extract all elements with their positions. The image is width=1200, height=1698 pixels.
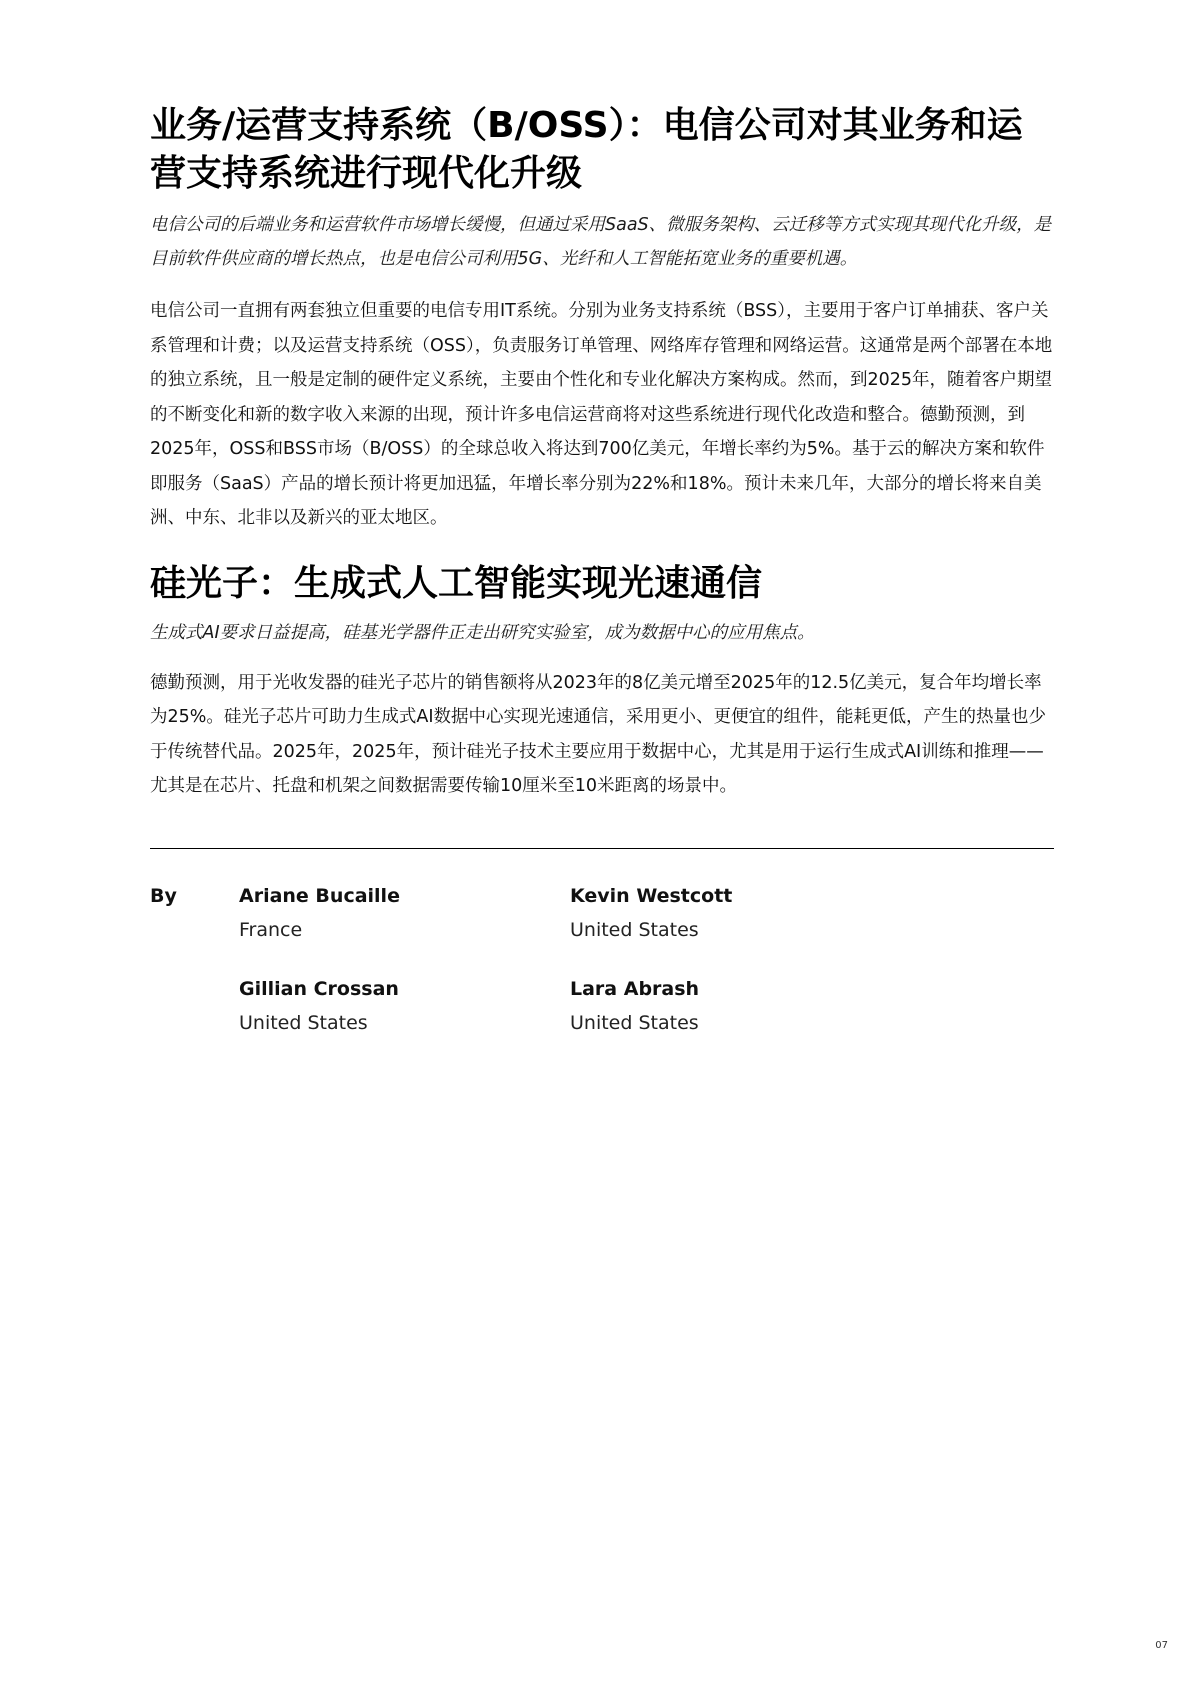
- author-country: United States: [570, 918, 699, 941]
- author-card: [239, 976, 539, 1036]
- author-country: United States: [570, 1011, 699, 1034]
- author-country: United States: [239, 1011, 368, 1034]
- section-body-boss: 电信公司一直拥有两套独立但重要的电信专用IT系统。分别为业务支持系统（BSS），主要用于客户订单捕获、客户关系管理和计费；以及运营支持系统（OSS），负责服务订单管理、网络库存管理和网络运营。这通常是两个部署在本地的独立系统，且一般是定制的硬件定义系统，主要由个性化和专业化解决方案构成。然而，到2025年，随着客户期望的不断变化和新的数字收入来源的出现，预计许多电信运营商将对这些系统进行现代化改造和整合。德勤预测，到2025年，OSS和BSS市场（B/OSS）的全球总收入将达到700亿美元，年增长率约为5%。基于云的解决方案和软件即服务（SaaS）产品的增长预计将更加迅猛，年增长率分别为22%和18%。预计未来几年，大部分的增长将来自美洲、中东、北非以及新兴的亚太地区。: [150, 301, 1053, 528]
- author-name: Kevin Westcott: [570, 884, 733, 907]
- author-card: [570, 883, 870, 943]
- page-content: [150, 102, 1054, 1033]
- author-country: France: [239, 918, 303, 941]
- section-title-boss: 业务/运营支持系统（B/OSS）：电信公司对其业务和运营支持系统进行现代化升级: [150, 105, 1023, 194]
- authors-divider: [150, 848, 1054, 849]
- section-silicon-photonics: [150, 560, 1054, 804]
- section-lead-silicon-photonics: 生成式AI要求日益提高，硅基光学器件正走出研究实验室，成为数据中心的应用焦点。: [150, 622, 815, 643]
- by-label: By: [150, 884, 177, 907]
- author-card: [570, 976, 870, 1036]
- section-body-silicon-photonics: 德勤预测，用于光收发器的硅光子芯片的销售额将从2023年的8亿美元增至2025年的12.5亿美元，复合年均增长率为25%。硅光子芯片可助力生成式AI数据中心实现光速通信，采用更小、更便宜的组件，能耗更低，产生的热量也少于传统替代品。2025年，2025年，预计硅光子技术主要应用于数据中心，尤其是用于运行生成式AI训练和推理——尤其是在芯片、托盘和机架之间数据需要传输10厘米至10米距离的场景中。: [150, 672, 1047, 796]
- author-card: [239, 883, 539, 943]
- author-name: Gillian Crossan: [239, 977, 399, 1000]
- section-lead-boss: 电信公司的后端业务和运营软件市场增长缓慢，但通过采用SaaS、微服务架构、云迁移等方式实现其现代化升级，是目前软件供应商的增长热点，也是电信公司利用5G、光纤和人工智能拓宽业务的重要机遇。: [150, 215, 1052, 269]
- page-number: 07: [1155, 1640, 1168, 1651]
- section-title-silicon-photonics: 硅光子：生成式人工智能实现光速通信: [150, 562, 763, 604]
- author-name: Lara Abrash: [570, 977, 700, 1000]
- authors-block: [150, 883, 1054, 1033]
- author-name: Ariane Bucaille: [239, 884, 400, 907]
- section-boss: [150, 102, 1054, 536]
